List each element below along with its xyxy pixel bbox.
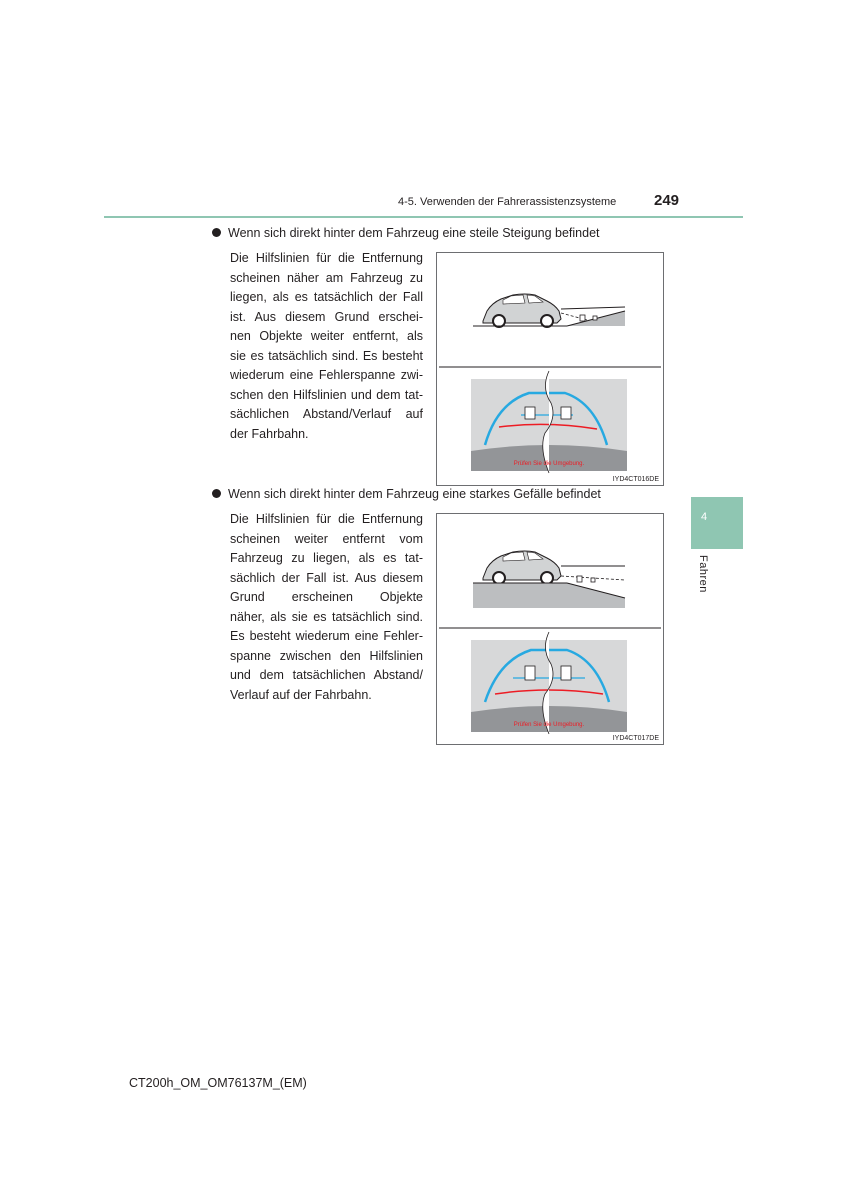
paragraph-line: näher, als sie es tatsächlich sind.	[230, 609, 423, 624]
section-1-heading: Wenn sich direkt hinter dem Fahrzeug eine steile Steigung befindet	[228, 226, 600, 240]
paragraph-line: nen Objekte weiter entfernt, als	[230, 329, 423, 343]
figure-downhill-illustration	[437, 514, 663, 744]
paragraph-line: Die Hilfslinien für die Entfernung	[230, 512, 423, 526]
section-2-paragraph	[230, 510, 423, 705]
paragraph-line: sächlichen Abstand/Verlauf auf	[230, 407, 423, 421]
car-side-view-icon	[483, 294, 561, 327]
chapter-tab-title: Fahren	[697, 555, 709, 593]
paragraph-line: Es besteht wiederum eine Fehler-	[230, 629, 423, 643]
figure-downhill	[436, 513, 664, 745]
paragraph-line: wiederum eine Fehlerspanne zwi-	[230, 368, 423, 382]
camera-screen	[471, 632, 627, 734]
paragraph-line: und dem tatsächlichen Abstand/	[230, 668, 423, 682]
bullet-dot-icon	[212, 228, 221, 237]
chapter-tab[interactable]	[691, 497, 743, 549]
figure-code: IYD4CT016DE	[612, 476, 659, 483]
paragraph-line: Die Hilfslinien für die Entfernung	[230, 251, 423, 265]
paragraph-line: schen den Hilfslinien und dem tat-	[230, 387, 423, 402]
camera-screen-caption: Prüfen Sie die Umgebung.	[513, 722, 585, 728]
section-1-paragraph	[230, 249, 423, 444]
camera-screen	[471, 371, 627, 473]
camera-screen-caption: Prüfen Sie die Umgebung.	[513, 461, 585, 467]
header-rule	[104, 216, 743, 218]
bullet-dot-icon	[212, 489, 221, 498]
section-2-heading: Wenn sich direkt hinter dem Fahrzeug eine starkes Gefälle befindet	[228, 487, 601, 501]
paragraph-line: liegen, als es tatsächlich der Fall	[230, 290, 423, 304]
paragraph-line: der Fahrbahn.	[230, 426, 309, 441]
paragraph-line: Fahrzeug zu liegen, als es tat-	[230, 551, 423, 565]
paragraph-line: spanne zwischen den Hilfslinien	[230, 648, 423, 663]
paragraph-line: sächlich der Fall ist. Aus diesem	[230, 570, 423, 585]
paragraph-line: scheinen näher am Fahrzeug zu	[230, 270, 423, 285]
page-number: 249	[654, 192, 680, 209]
paragraph-line: Grund erscheinen Objekte	[230, 590, 423, 604]
footer-document-code: CT200h_OM_OM76137M_(EM)	[129, 1076, 307, 1090]
section-2-bullet	[212, 487, 601, 501]
section-1-bullet	[212, 226, 600, 240]
figure-uphill-illustration	[437, 253, 663, 485]
figure-code: IYD4CT017DE	[612, 735, 659, 742]
paragraph-line: ist. Aus diesem Grund erschei-	[230, 309, 423, 324]
chapter-tab-number: 4	[700, 511, 708, 523]
car-side-view-icon	[483, 551, 561, 584]
paragraph-line: sie es tatsächlich sind. Es besteht	[230, 348, 423, 363]
running-header-section-title: 4-5. Verwenden der Fahrerassistenzsysteme	[398, 196, 617, 208]
figure-uphill	[436, 252, 664, 486]
paragraph-line: scheinen weiter entfernt vom	[230, 531, 423, 546]
paragraph-line: Verlauf auf der Fahrbahn.	[230, 687, 372, 702]
